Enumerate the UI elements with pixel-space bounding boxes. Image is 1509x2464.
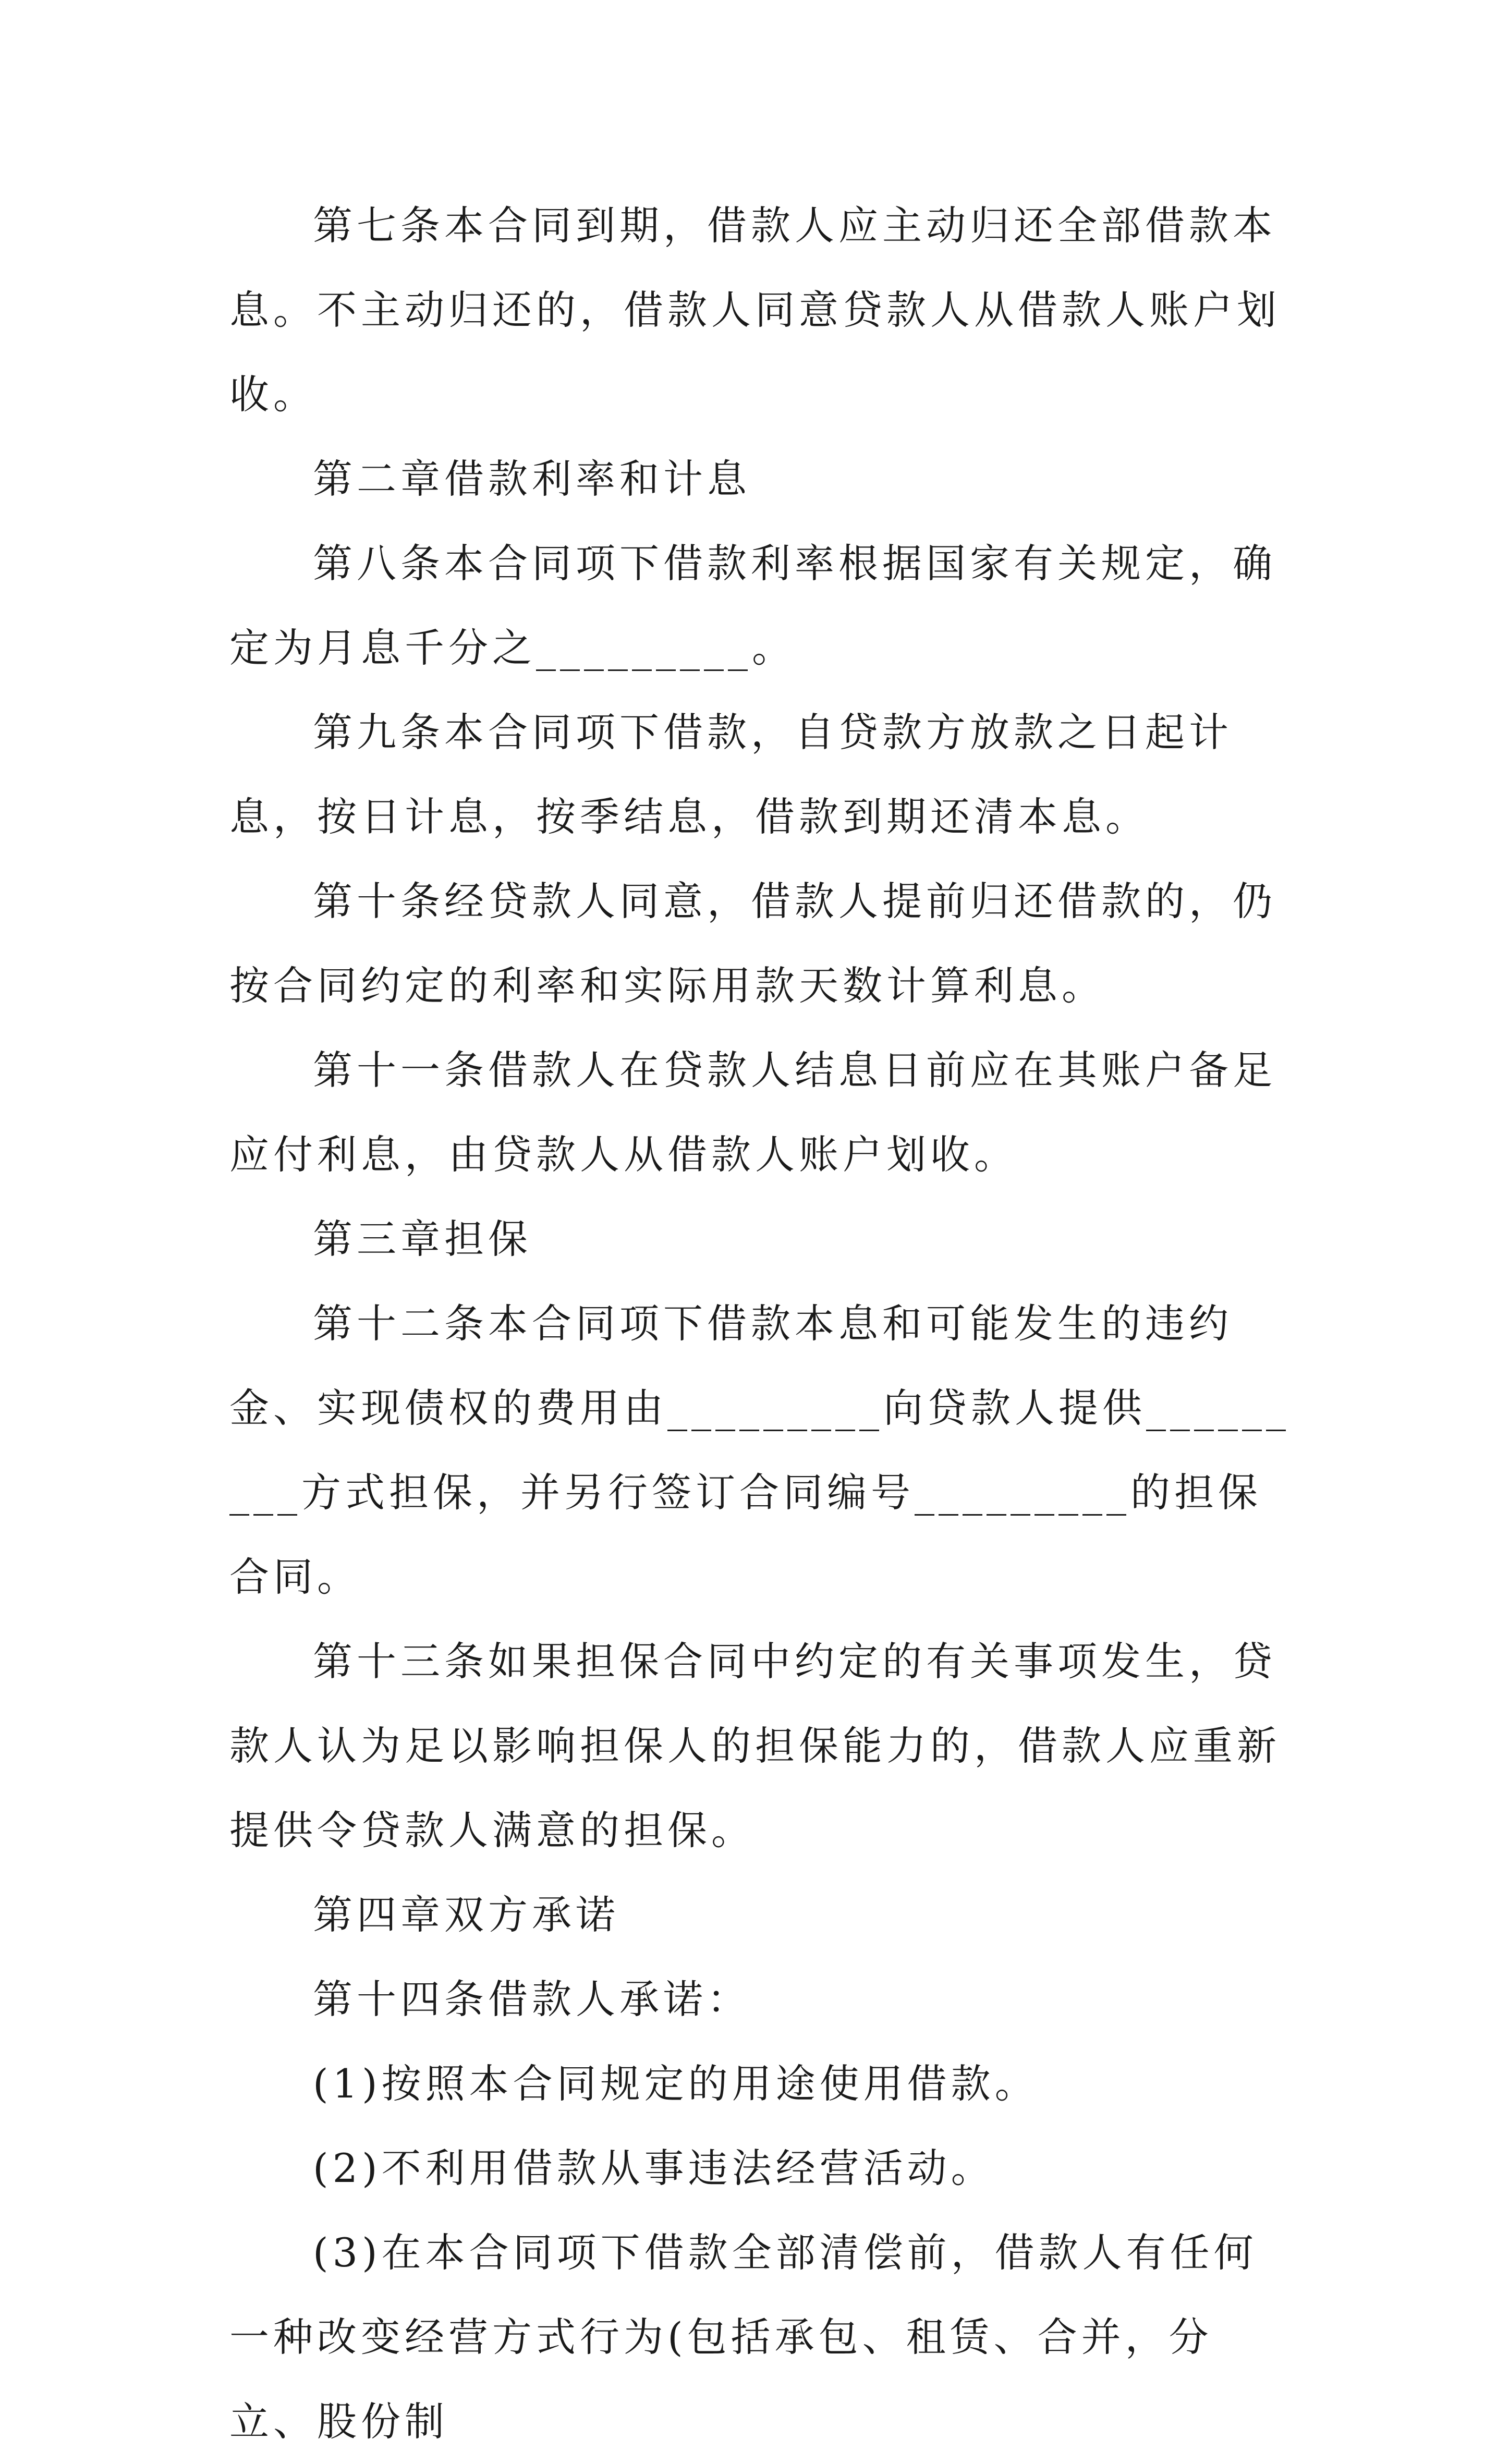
paragraph-article-12: 第十二条本合同项下借款本息和可能发生的违约金、实现债权的费用由_________向贷款人提供_________方式担保，并另行签订合同编号_________的担保合同。 — [229, 1300, 1290, 1600]
chapter-heading-4: 第四章双方承诺 — [313, 1892, 619, 1938]
paragraph-article-10: 第十条经贷款人同意，借款人提前归还借款的，仍按合同约定的利率和实际用款天数计算利息。 — [229, 878, 1276, 1009]
list-item-3: (3)在本合同项下借款全部清偿前，借款人有任何一种改变经营方式行为(包括承包、租赁、合并，分立、股份制 — [229, 2229, 1258, 2445]
list-item-2: (2)不利用借款从事违法经营活动。 — [313, 2145, 995, 2191]
paragraph-article-9: 第九条本合同项下借款，自贷款方放款之日起计息，按日计息，按季结息，借款到期还清本息。 — [229, 709, 1233, 840]
paragraph-article-13: 第十三条如果担保合同中约定的有关事项发生，贷款人认为足以影响担保人的担保能力的，借款人应重新提供令贷款人满意的担保。 — [229, 1638, 1281, 1853]
chapter-heading-3: 第三章担保 — [313, 1216, 532, 1262]
paragraph-article-11: 第十一条借款人在贷款人结息日前应在其账户备足应付利息，由贷款人从借款人账户划收。 — [229, 1047, 1276, 1178]
paragraph-article-7: 第七条本合同到期，借款人应主动归还全部借款本息。不主动归还的，借款人同意贷款人从借款人账户划收。 — [229, 202, 1281, 418]
document-body — [229, 184, 1298, 2464]
paragraph-article-8: 第八条本合同项下借款利率根据国家有关规定，确定为月息千分之_________。 — [229, 540, 1276, 671]
list-item-1: (1)按照本合同规定的用途使用借款。 — [313, 2060, 1039, 2107]
chapter-heading-2: 第二章借款利率和计息 — [313, 456, 751, 502]
paragraph-article-14: 第十四条借款人承诺： — [313, 1976, 751, 2022]
